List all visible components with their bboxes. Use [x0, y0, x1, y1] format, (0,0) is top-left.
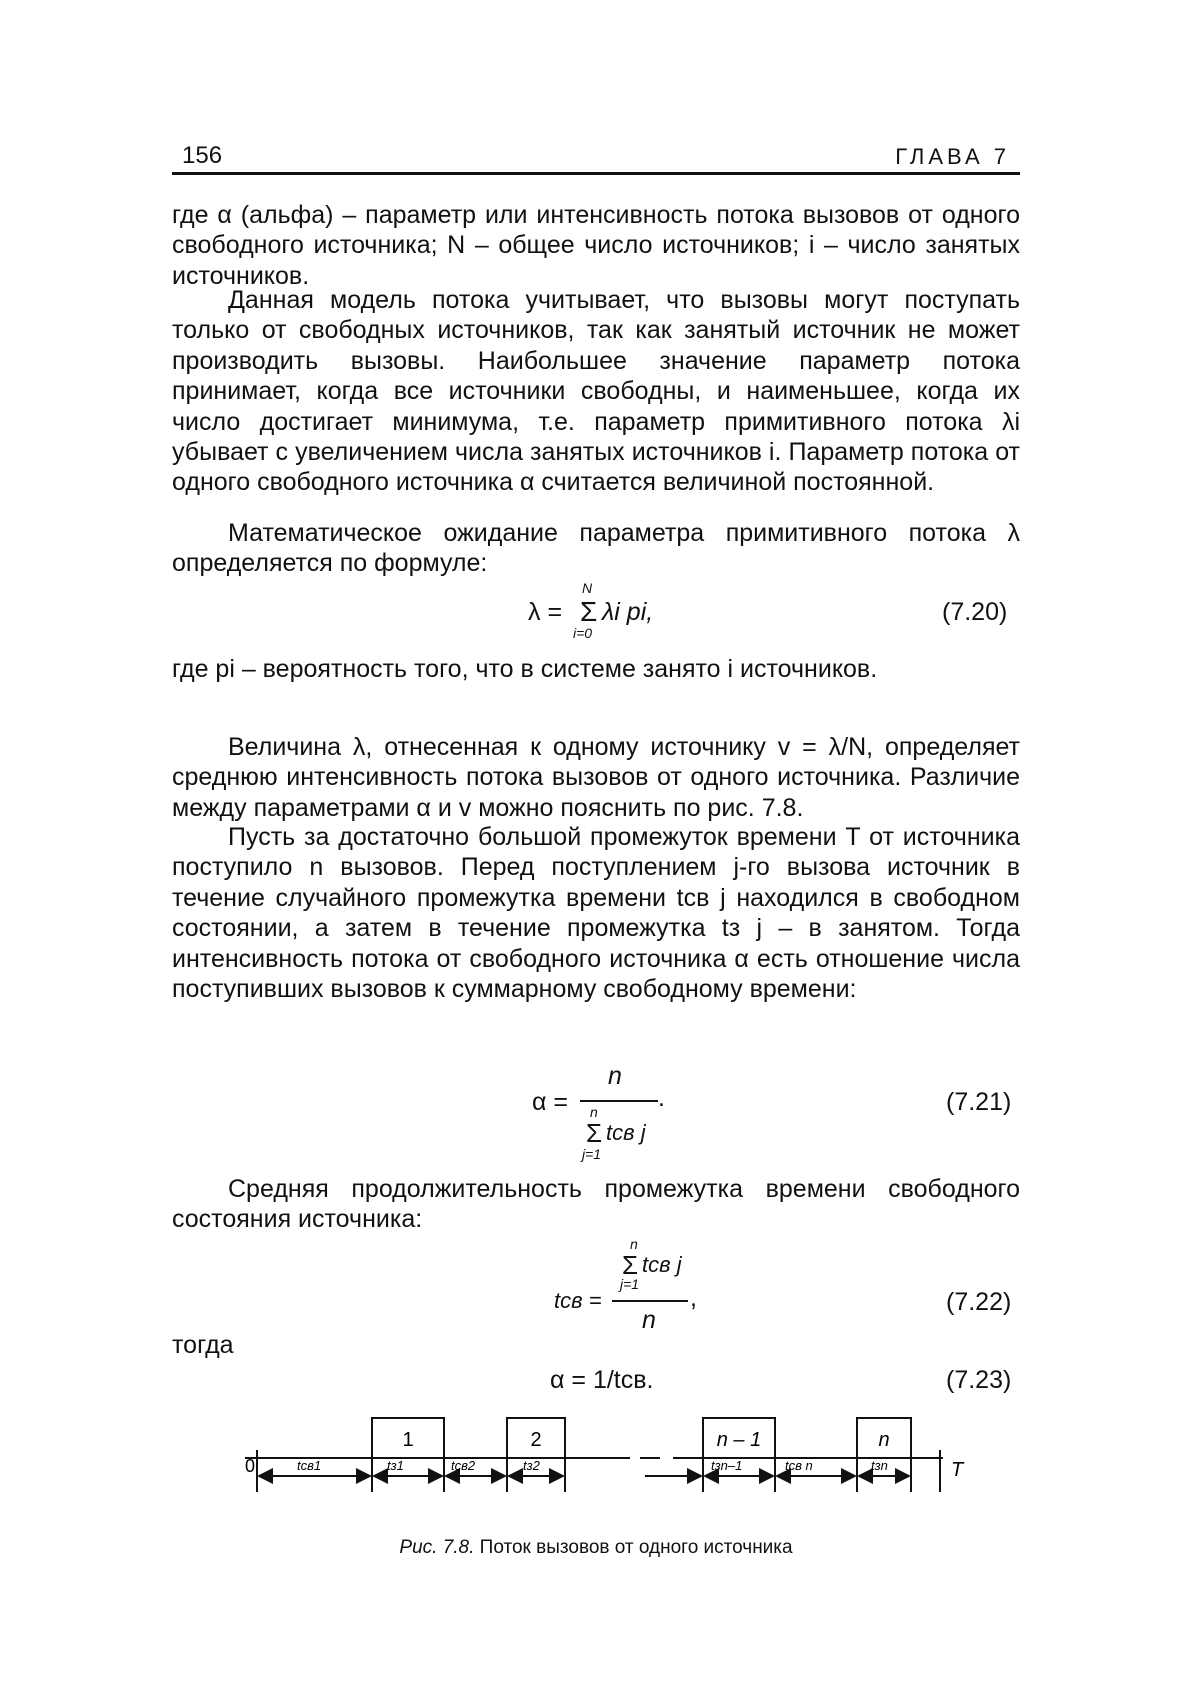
fraction-denominator: tсв j [606, 1120, 646, 1145]
fraction-bar [580, 1100, 658, 1102]
sum-lower-limit: j=1 [620, 1276, 640, 1292]
sum-upper-limit: N [582, 580, 593, 596]
fraction-numerator: tсв j [642, 1252, 682, 1277]
page-header [172, 142, 1020, 175]
sum-sign-icon: Σ [586, 1118, 603, 1148]
paragraph-8: тогда [172, 1331, 234, 1359]
paragraph-3: Математическое ожидание параметра примитивного потока λ определяется по формуле: [172, 519, 1020, 578]
paragraph-2: Данная модель потока учитывает, что вызовы могут поступать только от свободных источников, так как занятый источник не может производить вызовы. Наибольшее значение параметр потока принимает, когда все источники свободны, и наименьшее, когда их число достигает минимума, т.е. параметр примитивного потока λi убывает с увеличением числа занятых источников i. Параметр потока от одного свободного источника α считается величиной постоянной. [172, 286, 1020, 497]
page-number: 156 [182, 142, 223, 169]
eq-tail: , [690, 1284, 697, 1312]
box-label: n [878, 1429, 890, 1451]
sum-lower-limit: j=1 [582, 1146, 602, 1162]
origin-label: 0 [245, 1456, 256, 1476]
sum-upper-limit: n [590, 1104, 598, 1120]
chapter-title: ГЛАВА 7 [895, 144, 1010, 169]
eq-lhs: λ = [528, 598, 563, 626]
paragraph-7: Средняя продолжительность промежутка времени свободного состояния источника: [172, 1175, 1020, 1234]
equation-number: (7.21) [946, 1088, 1012, 1116]
interval-label: tз1 [387, 1458, 404, 1473]
interval-label: tсв1 [297, 1458, 322, 1473]
sum-lower-limit: i=0 [573, 625, 593, 641]
fraction-denominator: n [642, 1306, 656, 1334]
call-flow-diagram [245, 1410, 965, 1530]
paragraph-6: Пусть за достаточно большой промежуток времени T от источника поступило n вызовов. Перед поступлением j-го вызова источник в течение случайного промежутка времени tсв j находился в свободном состоянии, а затем в течение промежутка tз j – в занятом. Тогда интенсивность потока от свободного источника α есть отношение числа поступивших вызовов к суммарному свободному времени: [172, 823, 1020, 1004]
fraction-bar [612, 1300, 688, 1302]
box-label: 1 [402, 1429, 414, 1451]
interval-label: tзn [871, 1458, 888, 1473]
interval-label: tсв n [785, 1458, 813, 1473]
interval-label: tз2 [523, 1458, 540, 1473]
caption-text: Поток вызовов от одного источника [479, 1537, 793, 1558]
sum-upper-limit: n [630, 1236, 638, 1252]
eq-tail: . [658, 1084, 665, 1112]
fraction-numerator: n [608, 1062, 622, 1090]
caption-prefix: Рис. 7.8. [399, 1537, 475, 1558]
box-label: n – 1 [716, 1429, 762, 1451]
paragraph-4: где pi – вероятность того, что в системе занято i источников. [172, 655, 878, 683]
sum-sign-icon: Σ [622, 1250, 639, 1280]
eq-lhs: α = [532, 1088, 568, 1116]
box-label: 2 [530, 1429, 542, 1451]
interval-label: tсв2 [451, 1458, 476, 1473]
eq-body: λi pi, [602, 598, 654, 626]
axis-end-label: T [951, 1459, 964, 1481]
equation-number: (7.22) [946, 1288, 1012, 1316]
equation-number: (7.23) [946, 1366, 1012, 1394]
sum-sign-icon: Σ [580, 596, 598, 627]
eq-body: α = 1/tсв. [550, 1366, 654, 1394]
figure-caption [172, 1537, 1020, 1559]
interval-label: tзn–1 [711, 1458, 743, 1473]
paragraph-5: Величина λ, отнесенная к одному источнику v = λ/N, определяет среднюю интенсивность потока вызовов от одного источника. Различие между параметрами α и v можно пояснить по рис. 7.8. [172, 733, 1020, 822]
paragraph-1: где α (альфа) – параметр или интенсивность потока вызовов от одного свободного источника; N – общее число источников; i – число занятых источников. [172, 201, 1020, 290]
equation-number: (7.20) [942, 598, 1008, 626]
eq-lhs: tсв = [554, 1288, 602, 1313]
